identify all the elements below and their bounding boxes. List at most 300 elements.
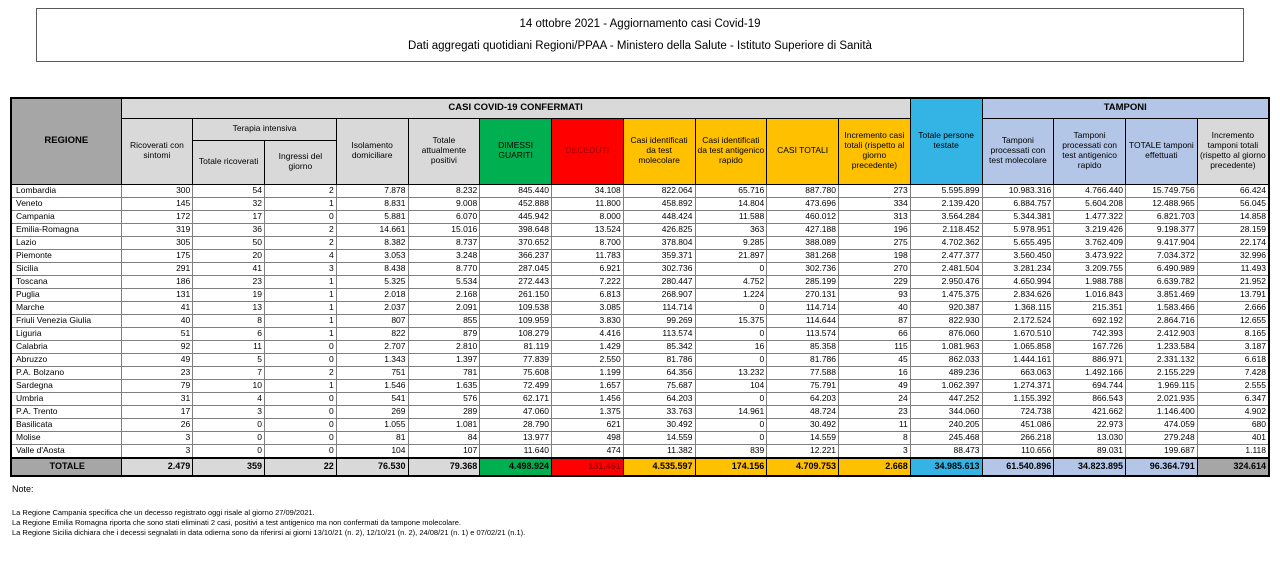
value-cell: 370.652 — [480, 236, 552, 249]
value-cell: 474 — [552, 444, 624, 458]
value-cell: 2.172.524 — [982, 314, 1054, 327]
value-cell: 302.736 — [623, 262, 695, 275]
value-cell: 1.969.115 — [1126, 379, 1198, 392]
value-cell: 1 — [265, 197, 337, 210]
column-header-regione: REGIONE — [11, 98, 121, 184]
note-line-sicilia: La Regione Sicilia dichiara che i decessi segnalati in data odierna sono da riferirsi ai giorni 13/10/21 (n. 2), 12/10/21 (n. 2), 24/08/21 (n. 1) e 07/02/21 (n.1). — [12, 528, 526, 538]
value-cell: 1.546 — [336, 379, 408, 392]
value-cell: 9.198.377 — [1126, 223, 1198, 236]
value-cell: 398.648 — [480, 223, 552, 236]
value-cell: 41 — [193, 262, 265, 275]
region-cell: Marche — [11, 301, 121, 314]
value-cell: 47.060 — [480, 405, 552, 418]
value-cell: 388.089 — [767, 236, 839, 249]
value-cell: 13.030 — [1054, 431, 1126, 444]
table-row — [11, 327, 1269, 340]
value-cell: 3.209.755 — [1054, 262, 1126, 275]
value-cell: 426.825 — [623, 223, 695, 236]
value-cell: 6.490.989 — [1126, 262, 1198, 275]
value-cell: 8.438 — [336, 262, 408, 275]
region-cell: Lazio — [11, 236, 121, 249]
table-row — [11, 444, 1269, 458]
note-line-emilia-romagna: La Regione Emilia Romagna riporta che sono stati eliminati 2 casi, positivi a test antigenico ma non confermati da tampone molecolare. — [12, 518, 461, 528]
value-cell: 692.192 — [1054, 314, 1126, 327]
value-cell: 3.248 — [408, 249, 480, 262]
region-cell: Calabria — [11, 340, 121, 353]
value-cell: 822.930 — [910, 314, 982, 327]
value-cell: 23 — [121, 366, 193, 379]
value-cell: 76.530 — [336, 458, 408, 476]
value-cell: 9.417.904 — [1126, 236, 1198, 249]
value-cell: 75.687 — [623, 379, 695, 392]
value-cell: 40 — [839, 301, 911, 314]
value-cell: 1.657 — [552, 379, 624, 392]
value-cell: 2.668 — [839, 458, 911, 476]
value-cell: 1.670.510 — [982, 327, 1054, 340]
group-header-tamponi: TAMPONI — [982, 98, 1269, 118]
value-cell: 51 — [121, 327, 193, 340]
value-cell: 2 — [265, 223, 337, 236]
value-cell: 17 — [193, 210, 265, 223]
table-row — [11, 249, 1269, 262]
value-cell: 215.351 — [1054, 301, 1126, 314]
value-cell: 6.921 — [552, 262, 624, 275]
region-cell: Abruzzo — [11, 353, 121, 366]
value-cell: 13.791 — [1197, 288, 1269, 301]
value-cell: 4.702.362 — [910, 236, 982, 249]
value-cell: 15.016 — [408, 223, 480, 236]
value-cell: 3.085 — [552, 301, 624, 314]
value-cell: 7.034.372 — [1126, 249, 1198, 262]
value-cell: 3.851.469 — [1126, 288, 1198, 301]
value-cell: 11.588 — [695, 210, 767, 223]
value-cell: 49 — [839, 379, 911, 392]
value-cell: 54 — [193, 184, 265, 197]
value-cell: 14.858 — [1197, 210, 1269, 223]
value-cell: 10.983.316 — [982, 184, 1054, 197]
value-cell: 114.714 — [767, 301, 839, 314]
value-cell: 1.583.466 — [1126, 301, 1198, 314]
value-cell: 0 — [265, 418, 337, 431]
value-cell: 30.492 — [767, 418, 839, 431]
value-cell: 5.978.951 — [982, 223, 1054, 236]
value-cell: 489.236 — [910, 366, 982, 379]
value-cell: 1.146.400 — [1126, 405, 1198, 418]
value-cell: 85.342 — [623, 340, 695, 353]
value-cell: 6.639.782 — [1126, 275, 1198, 288]
value-cell: 0 — [695, 353, 767, 366]
value-cell: 30.492 — [623, 418, 695, 431]
value-cell: 275 — [839, 236, 911, 249]
value-cell: 245.468 — [910, 431, 982, 444]
value-cell: 81.119 — [480, 340, 552, 353]
page-title: 14 ottobre 2021 - Aggiornamento casi Covid-19 — [519, 18, 761, 31]
value-cell: 2 — [265, 366, 337, 379]
value-cell: 451.086 — [982, 418, 1054, 431]
value-cell: 198 — [839, 249, 911, 262]
value-cell: 104 — [695, 379, 767, 392]
value-cell: 751 — [336, 366, 408, 379]
value-cell: 2.834.626 — [982, 288, 1054, 301]
value-cell: 36 — [193, 223, 265, 236]
value-cell: 876.060 — [910, 327, 982, 340]
value-cell: 445.942 — [480, 210, 552, 223]
value-cell: 1.055 — [336, 418, 408, 431]
value-cell: 5.655.495 — [982, 236, 1054, 249]
notes-heading: Note: — [12, 484, 34, 494]
value-cell: 1.224 — [695, 288, 767, 301]
region-cell: Puglia — [11, 288, 121, 301]
value-cell: 447.252 — [910, 392, 982, 405]
value-cell: 621 — [552, 418, 624, 431]
value-cell: 14.559 — [623, 431, 695, 444]
table-row — [11, 301, 1269, 314]
value-cell: 366.237 — [480, 249, 552, 262]
value-cell: 66.424 — [1197, 184, 1269, 197]
value-cell: 34.823.895 — [1054, 458, 1126, 476]
value-cell: 845.440 — [480, 184, 552, 197]
value-cell: 110.656 — [982, 444, 1054, 458]
value-cell: 2.091 — [408, 301, 480, 314]
value-cell: 81.786 — [623, 353, 695, 366]
covid-data-table — [10, 97, 1270, 477]
value-cell: 99.269 — [623, 314, 695, 327]
value-cell: 114.644 — [767, 314, 839, 327]
value-cell: 378.804 — [623, 236, 695, 249]
value-cell: 12.221 — [767, 444, 839, 458]
value-cell: 270.131 — [767, 288, 839, 301]
value-cell: 49 — [121, 353, 193, 366]
value-cell: 1 — [265, 327, 337, 340]
value-cell: 458.892 — [623, 197, 695, 210]
column-header-tamponi-antigenico: Tamponi processati con test antigenico rapido — [1054, 118, 1126, 184]
value-cell: 5.881 — [336, 210, 408, 223]
region-cell: Lombardia — [11, 184, 121, 197]
value-cell: 3.473.922 — [1054, 249, 1126, 262]
column-header-isolamento: Isolamento domiciliare — [336, 118, 408, 184]
value-cell: 287.045 — [480, 262, 552, 275]
value-cell: 104 — [336, 444, 408, 458]
value-cell: 541 — [336, 392, 408, 405]
table-row — [11, 353, 1269, 366]
value-cell: 0 — [265, 405, 337, 418]
value-cell: 4.902 — [1197, 405, 1269, 418]
value-cell: 88.473 — [910, 444, 982, 458]
column-header-incremento-casi: Incremento casi totali (rispetto al giorno precedente) — [839, 118, 911, 184]
value-cell: 22 — [265, 458, 337, 476]
value-cell: 7.428 — [1197, 366, 1269, 379]
value-cell: 45 — [839, 353, 911, 366]
value-cell: 270 — [839, 262, 911, 275]
value-cell: 8.000 — [552, 210, 624, 223]
value-cell: 1.477.322 — [1054, 210, 1126, 223]
value-cell: 34.108 — [552, 184, 624, 197]
value-cell: 2.810 — [408, 340, 480, 353]
value-cell: 175 — [121, 249, 193, 262]
value-cell: 21.897 — [695, 249, 767, 262]
value-cell: 1.397 — [408, 353, 480, 366]
value-cell: 28.790 — [480, 418, 552, 431]
column-header-dimessi-guariti: DIMESSI GUARITI — [480, 118, 552, 184]
value-cell: 0 — [695, 327, 767, 340]
value-cell: 11 — [193, 340, 265, 353]
column-header-deceduti: DECEDUTI — [552, 118, 624, 184]
region-cell: P.A. Trento — [11, 405, 121, 418]
value-cell: 174.156 — [695, 458, 767, 476]
value-cell: 4 — [265, 249, 337, 262]
region-cell: Valle d'Aosta — [11, 444, 121, 458]
value-cell: 11.640 — [480, 444, 552, 458]
table-row — [11, 314, 1269, 327]
value-cell: 839 — [695, 444, 767, 458]
value-cell: 460.012 — [767, 210, 839, 223]
value-cell: 1.081 — [408, 418, 480, 431]
value-cell: 1.444.161 — [982, 353, 1054, 366]
value-cell: 13.977 — [480, 431, 552, 444]
value-cell: 576 — [408, 392, 480, 405]
value-cell: 1.475.375 — [910, 288, 982, 301]
value-cell: 887.780 — [767, 184, 839, 197]
value-cell: 12.655 — [1197, 314, 1269, 327]
table-row — [11, 379, 1269, 392]
table-row — [11, 405, 1269, 418]
value-cell: 448.424 — [623, 210, 695, 223]
value-cell: 23 — [839, 405, 911, 418]
value-cell: 113.574 — [623, 327, 695, 340]
value-cell: 2.018 — [336, 288, 408, 301]
value-cell: 822 — [336, 327, 408, 340]
value-cell: 14.804 — [695, 197, 767, 210]
group-header-casi-confermati: CASI COVID-19 CONFERMATI — [121, 98, 910, 118]
value-cell: 6.884.757 — [982, 197, 1054, 210]
value-cell: 229 — [839, 275, 911, 288]
column-header-ricoverati: Ricoverati con sintomi — [121, 118, 193, 184]
value-cell: 2.139.420 — [910, 197, 982, 210]
column-header-casi-molecolare: Casi identificati da test molecolare — [623, 118, 695, 184]
value-cell: 6.821.703 — [1126, 210, 1198, 223]
value-cell: 13 — [193, 301, 265, 314]
value-cell: 1.988.788 — [1054, 275, 1126, 288]
value-cell: 2.481.504 — [910, 262, 982, 275]
table-body — [11, 184, 1269, 476]
region-cell: Toscana — [11, 275, 121, 288]
value-cell: 302.736 — [767, 262, 839, 275]
value-cell: 0 — [265, 392, 337, 405]
value-cell: 6 — [193, 327, 265, 340]
value-cell: 381.268 — [767, 249, 839, 262]
value-cell: 0 — [193, 444, 265, 458]
value-cell: 0 — [265, 340, 337, 353]
value-cell: 5.534 — [408, 275, 480, 288]
value-cell: 2.037 — [336, 301, 408, 314]
value-cell: 56.045 — [1197, 197, 1269, 210]
region-cell: Molise — [11, 431, 121, 444]
value-cell: 4.650.994 — [982, 275, 1054, 288]
value-cell: 344.060 — [910, 405, 982, 418]
region-cell: Umbria — [11, 392, 121, 405]
column-header-casi-antigenico: Casi identificati da test antigenico rapido — [695, 118, 767, 184]
value-cell: 41 — [121, 301, 193, 314]
value-cell: 62.171 — [480, 392, 552, 405]
value-cell: 4.766.440 — [1054, 184, 1126, 197]
value-cell: 680 — [1197, 418, 1269, 431]
value-cell: 2.550 — [552, 353, 624, 366]
value-cell: 26 — [121, 418, 193, 431]
value-cell: 289 — [408, 405, 480, 418]
value-cell: 0 — [265, 210, 337, 223]
value-cell: 145 — [121, 197, 193, 210]
value-cell: 1 — [265, 301, 337, 314]
value-cell: 1 — [265, 379, 337, 392]
value-cell: 11 — [839, 418, 911, 431]
value-cell: 3.281.234 — [982, 262, 1054, 275]
value-cell: 79 — [121, 379, 193, 392]
column-header-casi-totali: CASI TOTALI — [767, 118, 839, 184]
value-cell: 33.763 — [623, 405, 695, 418]
value-cell: 87 — [839, 314, 911, 327]
value-cell: 2 — [265, 184, 337, 197]
value-cell: 32 — [193, 197, 265, 210]
value-cell: 742.393 — [1054, 327, 1126, 340]
value-cell: 1.155.392 — [982, 392, 1054, 405]
region-cell: Emilia-Romagna — [11, 223, 121, 236]
value-cell: 96.364.791 — [1126, 458, 1198, 476]
value-cell: 8.770 — [408, 262, 480, 275]
value-cell: 115 — [839, 340, 911, 353]
value-cell: 48.724 — [767, 405, 839, 418]
table-row — [11, 288, 1269, 301]
value-cell: 79.368 — [408, 458, 480, 476]
value-cell: 3.560.450 — [982, 249, 1054, 262]
value-cell: 17 — [121, 405, 193, 418]
value-cell: 0 — [265, 444, 337, 458]
value-cell: 291 — [121, 262, 193, 275]
value-cell: 1.456 — [552, 392, 624, 405]
value-cell: 4 — [193, 392, 265, 405]
value-cell: 6.618 — [1197, 353, 1269, 366]
value-cell: 1.081.963 — [910, 340, 982, 353]
value-cell: 84 — [408, 431, 480, 444]
value-cell: 1.492.166 — [1054, 366, 1126, 379]
value-cell: 15.375 — [695, 314, 767, 327]
value-cell: 2.118.452 — [910, 223, 982, 236]
value-cell: 113.574 — [767, 327, 839, 340]
value-cell: 5.595.899 — [910, 184, 982, 197]
value-cell: 879 — [408, 327, 480, 340]
value-cell: 0 — [695, 392, 767, 405]
value-cell: 279.248 — [1126, 431, 1198, 444]
value-cell: 109.538 — [480, 301, 552, 314]
value-cell: 0 — [193, 418, 265, 431]
region-cell: Liguria — [11, 327, 121, 340]
value-cell: 6.347 — [1197, 392, 1269, 405]
value-cell: 5.604.208 — [1054, 197, 1126, 210]
value-cell: 3.219.426 — [1054, 223, 1126, 236]
value-cell: 273 — [839, 184, 911, 197]
value-cell: 23 — [193, 275, 265, 288]
value-cell: 3 — [121, 431, 193, 444]
value-cell: 85.358 — [767, 340, 839, 353]
value-cell: 21.952 — [1197, 275, 1269, 288]
region-cell: Basilicata — [11, 418, 121, 431]
value-cell: 2.155.229 — [1126, 366, 1198, 379]
value-cell: 5.344.381 — [982, 210, 1054, 223]
column-header-attualmente-positivi: Totale attualmente positivi — [408, 118, 480, 184]
value-cell: 3.564.284 — [910, 210, 982, 223]
value-cell: 22.174 — [1197, 236, 1269, 249]
value-cell: 11.800 — [552, 197, 624, 210]
value-cell: 920.387 — [910, 301, 982, 314]
value-cell: 401 — [1197, 431, 1269, 444]
column-header-ti-totale: Totale ricoverati — [193, 140, 265, 184]
value-cell: 2.021.935 — [1126, 392, 1198, 405]
value-cell: 266.218 — [982, 431, 1054, 444]
value-cell: 1.429 — [552, 340, 624, 353]
page-subtitle: Dati aggregati quotidiani Regioni/PPAA - Ministero della Salute - Istituto Superiore di Sanità — [408, 39, 872, 52]
table-header — [11, 98, 1269, 184]
table-row — [11, 197, 1269, 210]
value-cell: 866.543 — [1054, 392, 1126, 405]
column-header-tamponi-totale: TOTALE tamponi effettuati — [1126, 118, 1198, 184]
value-cell: 32.996 — [1197, 249, 1269, 262]
value-cell: 75.791 — [767, 379, 839, 392]
value-cell: 8.700 — [552, 236, 624, 249]
value-cell: 92 — [121, 340, 193, 353]
value-cell: 8 — [839, 431, 911, 444]
value-cell: 3 — [839, 444, 911, 458]
value-cell: 363 — [695, 223, 767, 236]
value-cell: 186 — [121, 275, 193, 288]
value-cell: 11.382 — [623, 444, 695, 458]
table-row — [11, 392, 1269, 405]
value-cell: 319 — [121, 223, 193, 236]
value-cell: 1.118 — [1197, 444, 1269, 458]
value-cell: 31 — [121, 392, 193, 405]
value-cell: 1.065.858 — [982, 340, 1054, 353]
value-cell: 498 — [552, 431, 624, 444]
value-cell: 0 — [695, 301, 767, 314]
region-cell: Piemonte — [11, 249, 121, 262]
value-cell: 694.744 — [1054, 379, 1126, 392]
value-cell: 20 — [193, 249, 265, 262]
value-cell: 1.343 — [336, 353, 408, 366]
value-cell: 4.416 — [552, 327, 624, 340]
value-cell: 324.614 — [1197, 458, 1269, 476]
value-cell: 5.325 — [336, 275, 408, 288]
value-cell: 886.971 — [1054, 353, 1126, 366]
value-cell: 15.749.756 — [1126, 184, 1198, 197]
value-cell: 0 — [265, 353, 337, 366]
table-row — [11, 210, 1269, 223]
value-cell: 855 — [408, 314, 480, 327]
value-cell: 9.285 — [695, 236, 767, 249]
value-cell: 1.062.397 — [910, 379, 982, 392]
region-cell: Sardegna — [11, 379, 121, 392]
value-cell: 272.443 — [480, 275, 552, 288]
value-cell: 0 — [265, 431, 337, 444]
region-cell: TOTALE — [11, 458, 121, 476]
value-cell: 0 — [193, 431, 265, 444]
value-cell: 16 — [839, 366, 911, 379]
table-row — [11, 340, 1269, 353]
value-cell: 4.498.924 — [480, 458, 552, 476]
value-cell: 359 — [193, 458, 265, 476]
value-cell: 2.331.132 — [1126, 353, 1198, 366]
value-cell: 2.707 — [336, 340, 408, 353]
value-cell: 1.368.115 — [982, 301, 1054, 314]
value-cell: 359.371 — [623, 249, 695, 262]
value-cell: 5 — [193, 353, 265, 366]
